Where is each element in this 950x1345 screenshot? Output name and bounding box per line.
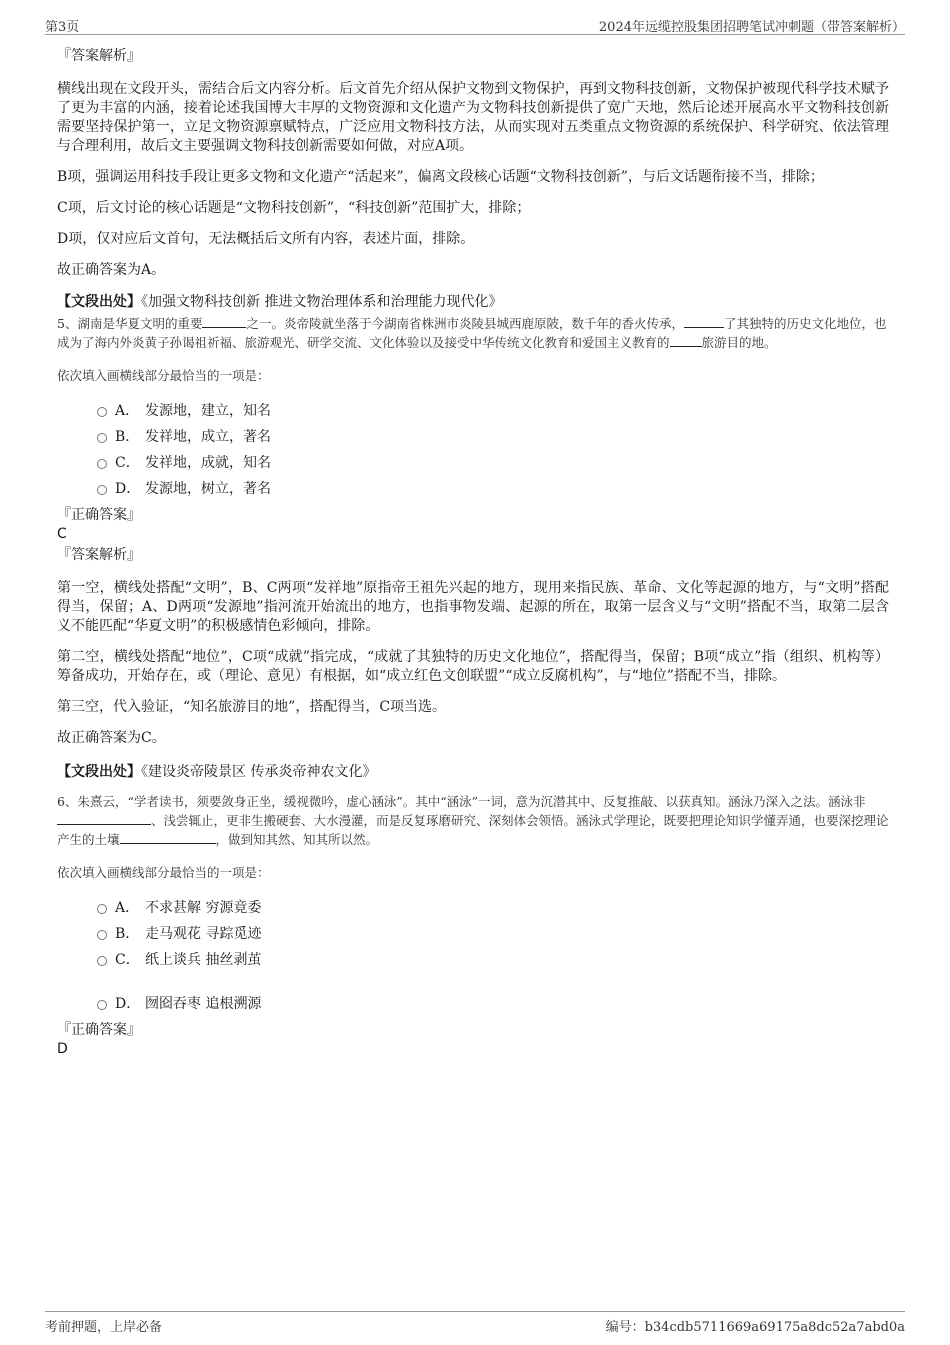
- fill-blank: [684, 315, 724, 328]
- analysis-label: 『答案解析』: [57, 547, 141, 563]
- option-c[interactable]: C． 纸上谈兵 抽丝剥茧: [57, 950, 889, 994]
- question-5-stem: 5、湖南是华夏文明的重要 之一。炎帝陵就坐落于今湖南省株洲市炎陵县城西鹿原陂，数千年的香火传承， 了其独特的历史文化地位，也成为了海内外炎黄子孙谒祖祈福、旅游观光、研学交流、文化体验以及接受中华传统文化教育和爱国主义教育的 旅游目的地。: [57, 316, 887, 350]
- fill-blank: [57, 812, 151, 825]
- radio-icon[interactable]: [97, 930, 107, 940]
- footer-slogan: 考前押题，上岸必备: [45, 1320, 163, 1335]
- source-label: 【文段出处】: [57, 764, 141, 780]
- question-5-options: [57, 401, 889, 505]
- page-footer: [45, 1311, 905, 1338]
- page-header: [45, 14, 905, 35]
- analysis-paragraph: 第三空，代入验证，“知名旅游目的地”，搭配得当，C项当选。: [57, 699, 447, 715]
- analysis-paragraph: 第一空，横线处搭配“文明”，B、C两项“发祥地”原指帝王祖先兴起的地方，现用来指民族、革命、文化等起源的地方，与“文明”搭配得当，保留；A、D两项“发源地”指河流开始流出的地方，也指事物发端、起源的所在，取第一层含义与“文明”搭配不当，取第二层含义不能匹配“华夏文明”的积极感情色彩倾向，排除。: [57, 580, 889, 634]
- correct-answer: C: [57, 526, 67, 542]
- analysis-paragraph: C项，后文讨论的核心话题是“文物科技创新”，“科技创新”范围扩大，排除；: [57, 200, 531, 216]
- question-6-stem: 6、朱熹云，“学者读书，须要敛身正坐，缓视微吟，虚心涵泳”。其中“涵泳”一词，意为沉潜其中、反复推敲、以获真知。涵泳乃深入之法。涵泳非、浅尝辄止，更非生搬硬套、大水漫灌，而是反复琢磨研究、深刻体会领悟。涵泳式学理论，既要把理论知识学懂弄通，也要深挖理论产生的土壤 ，做到知其然、知其所以然。: [57, 794, 889, 847]
- fill-blank: [120, 831, 216, 844]
- radio-icon[interactable]: [97, 1000, 107, 1010]
- document-title: 2024年远缆控股集团招聘笔试冲刺题（带答案解析）: [598, 20, 905, 35]
- radio-icon[interactable]: [97, 485, 107, 495]
- page-content: [57, 46, 889, 1058]
- correct-answer-label: 『正确答案』: [57, 507, 141, 523]
- analysis-paragraph: B项，强调运用科技手段让更多文物和文化遗产“活起来”，偏离文段核心话题“文物科技创新”，与后文话题衔接不当，排除；: [57, 169, 824, 185]
- analysis-paragraph: 横线出现在文段开头，需结合后文内容分析。后文首先介绍从保护文物到文物保护，再到文物科技创新，文物保护被现代科学技术赋予了更为丰富的内涵，接着论述我国博大丰厚的文物资源和文化遗产为文物科技创新提供了宽广天地，然后论述开展高水平文物科技创新需要坚持保护第一，立足文物资源禀赋特点，广泛应用文物科技方法，从而实现对五类重点文物资源的系统保护、科学研究、依法管理与合理利用，故后文主要强调文物科技创新需要如何做，对应A项。: [57, 81, 889, 154]
- source-line: [57, 762, 889, 782]
- analysis-paragraph: D项，仅对应后文首句，无法概括后文所有内容，表述片面，排除。: [57, 231, 475, 247]
- correct-answer: D: [57, 1041, 68, 1057]
- option-c[interactable]: C． 发祥地，成就，知名: [57, 453, 889, 479]
- option-d[interactable]: D． 发源地，树立，著名: [57, 479, 889, 505]
- source-label: 【文段出处】: [57, 294, 141, 310]
- question-prompt: 依次填入画横线部分最恰当的一项是：: [57, 865, 270, 880]
- radio-icon[interactable]: [97, 956, 107, 966]
- option-b[interactable]: B． 走马观花 寻踪觅迹: [57, 924, 889, 950]
- option-a[interactable]: A． 不求甚解 穷源竟委: [57, 898, 889, 924]
- fill-blank: [670, 334, 702, 347]
- analysis-conclusion: 故正确答案为A。: [57, 262, 166, 278]
- option-b[interactable]: B． 发祥地，成立，著名: [57, 427, 889, 453]
- radio-icon[interactable]: [97, 433, 107, 443]
- analysis-label: 『答案解析』: [57, 48, 141, 64]
- page-number: 第3页: [45, 20, 80, 35]
- analysis-conclusion: 故正确答案为C。: [57, 730, 166, 746]
- radio-icon[interactable]: [97, 904, 107, 914]
- radio-icon[interactable]: [97, 459, 107, 469]
- analysis-paragraph: 第二空，横线处搭配“地位”，C项“成就”指完成，“成就了其独特的历史文化地位”，搭配得当，保留；B项“成立”指（组织、机构等）筹备成功，开始存在，或（理论、意见）有根据，如“成立红色文创联盟”“成立反腐机构”，与“地位”搭配不当，排除。: [57, 649, 889, 684]
- option-d[interactable]: D． 囫囵吞枣 追根溯源: [57, 994, 889, 1020]
- option-a[interactable]: A． 发源地，建立，知名: [57, 401, 889, 427]
- radio-icon[interactable]: [97, 407, 107, 417]
- source-line: [57, 292, 889, 312]
- fill-blank: [202, 315, 246, 328]
- source-title: 《加强文物科技创新 推进文物治理体系和治理能力现代化》: [141, 294, 503, 310]
- source-title: 《建设炎帝陵景区 传承炎帝神农文化》: [141, 764, 377, 780]
- question-prompt: 依次填入画横线部分最恰当的一项是：: [57, 368, 270, 383]
- document-id: 编号：b34cdb5711669a69175a8dc52a7abd0a: [605, 1320, 905, 1335]
- question-6-options: [57, 898, 889, 1020]
- correct-answer-label: 『正确答案』: [57, 1022, 141, 1038]
